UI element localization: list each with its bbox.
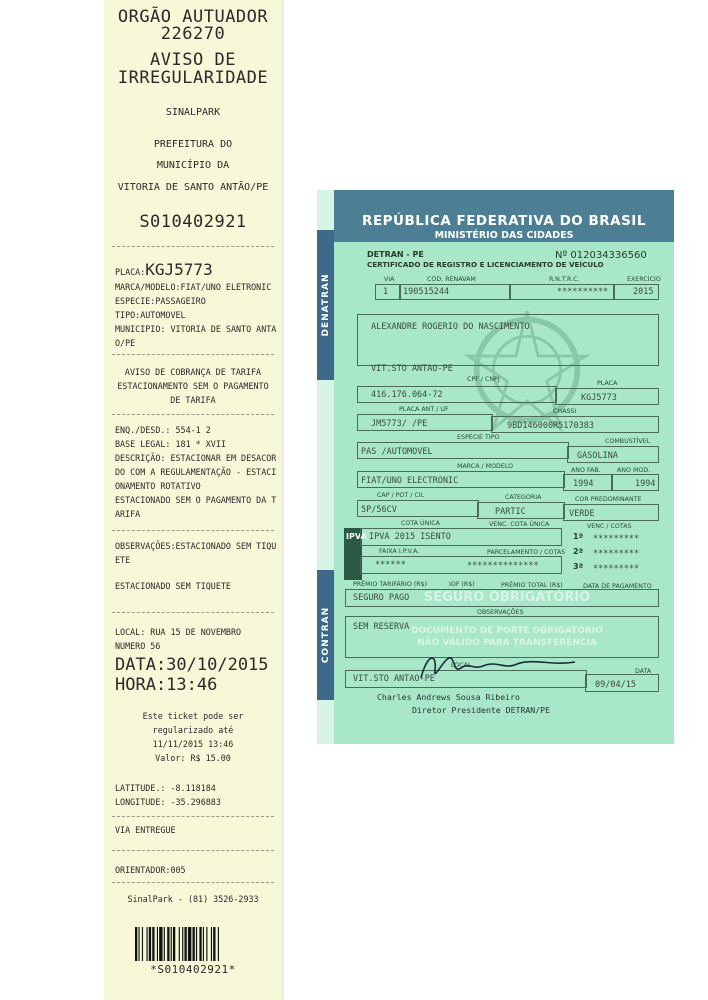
chassi-value: 9BD146000R5170383 — [507, 421, 594, 431]
amount: Valor: R$ 15.00 — [155, 753, 231, 763]
ticket-number: S010402921 — [139, 212, 247, 232]
renavam-label: CÓD. RENAVAM — [427, 276, 476, 283]
cap-label: CAP / POT / CIL — [377, 492, 425, 499]
description-line-1: DESCRIÇÃO: ESTACIONAR EM DESACOR — [115, 453, 277, 463]
plate-row: PLACA:KGJ5773 — [115, 260, 213, 279]
notice-subtitle: IRREGULARIDADE — [117, 68, 269, 88]
date-line: DATA:30/10/2015 — [115, 655, 269, 675]
certificate-number: Nº 012034336560 — [555, 250, 647, 261]
observacoes-value: SEM RESERVA — [353, 622, 410, 632]
prefecture-line-2: MUNICÍPIO DA — [156, 160, 230, 171]
cota-unica-value: IPVA 2015 ISENTO — [369, 532, 451, 542]
vehicle-registration-certificate — [317, 190, 674, 744]
latitude: LATITUDE.: -8.118184 — [115, 783, 216, 793]
ano-mod-label: ANO MOD. — [617, 467, 651, 474]
vehicle-type: TIPO:AUTOMOVEL — [115, 310, 186, 320]
placa-ant-label: PLACA ANT / UF — [399, 406, 449, 413]
regularize-line-2: regularizado até — [152, 725, 234, 735]
owner-name: ALEXANDRE ROGERIO DO NASCIMENTO — [371, 322, 530, 332]
certificate-title: CERTIFICADO DE REGISTRO E LICENCIAMENTO DE VEÍCULO — [367, 260, 604, 269]
parcelamento-label: PARCELAMENTO / COTAS — [487, 549, 566, 556]
parcelamento-value: ************** — [467, 561, 539, 571]
notice-title: AVISO DE — [150, 50, 236, 70]
placa-label: PLACA — [597, 380, 618, 387]
location-line-1: LOCAL: RUA 15 DE NOVEMBRO — [115, 627, 242, 637]
premio-value: SEGURO PAGO — [353, 593, 410, 603]
chassi-label: CHASSI — [553, 408, 577, 415]
placa-ant-value: JM5773/ /PE — [371, 419, 428, 429]
marca-value: FIAT/UNO ELECTRONIC — [361, 476, 459, 486]
rntrc-label: R.N.T.R.C. — [549, 276, 580, 283]
ano-mod-value: 1994 — [635, 479, 656, 489]
cor-label: COR PREDOMINANTE — [575, 496, 642, 503]
charge-notice-2: ESTACIONAMENTO SEM O PAGAMENTO — [117, 381, 269, 391]
premio-tarifario-label: PRÊMIO TARIFÁRIO (R$) — [353, 581, 428, 588]
contran-band: CONTRAN — [317, 570, 334, 700]
owner-address: VIT.STO ANTAO-PE — [371, 364, 453, 374]
enquadramento: ENQ./DESD.: 554-1 2 — [115, 425, 211, 435]
cpf-value: 416.176.064-72 — [371, 390, 443, 400]
longitude: LONGITUDE: -35.296883 — [115, 797, 221, 807]
exercicio-value: 2015 — [633, 287, 654, 297]
cota-ordinal-1: 1ª — [573, 532, 584, 541]
cpf-label: CPF / CNPJ — [467, 376, 500, 383]
iof-label: IOF (R$) — [449, 581, 475, 588]
categoria-label: CATEGORIA — [505, 494, 542, 501]
barcode — [134, 927, 252, 961]
denatran-band: DENATRAN — [317, 230, 334, 380]
data-pagamento-label: DATA DE PAGAMENTO — [583, 583, 652, 590]
legal-base: BASE LEGAL: 181 * XVII — [115, 439, 226, 449]
charge-notice-1: AVISO DE COBRANÇA DE TARIFA — [124, 367, 262, 377]
parking-ticket — [104, 0, 282, 1000]
plate-value: KGJ5773 — [145, 260, 213, 279]
regularize-line-1: Este ticket pode ser — [142, 711, 244, 721]
barcode-text: *S010402921* — [150, 963, 236, 976]
especie-value: PAS /AUTOMOVEL — [361, 447, 433, 457]
marca-label: MARCA / MODELO — [457, 463, 514, 470]
description-line-2: DO COM A REGULAMENTAÇÃO - ESTACI — [115, 467, 277, 477]
municipality-line-2: O/PE — [115, 338, 136, 348]
signer-title: Diretor Presidente DETRAN/PE — [412, 705, 551, 715]
detran-label: DETRAN - PE — [367, 250, 424, 259]
description-line-5: ARIFA — [115, 509, 141, 519]
species: ESPECIE:PASSAGEIRO — [115, 296, 206, 306]
time-line: HORA:13:46 — [115, 675, 218, 695]
combustivel-label: COMBUSTÍVEL — [605, 438, 651, 445]
make-model: MARCA/MODELO:FIAT/UNO ELETRONIC — [115, 282, 272, 292]
venc-1-value: ********* — [593, 534, 640, 544]
venc-cotas-label: VENC / COTAS — [587, 523, 632, 530]
data-value: 09/04/15 — [595, 680, 636, 690]
company-phone: SinalPark - (81) 3526-2933 — [127, 894, 259, 904]
org-title: ORGÃO AUTUADOR — [117, 7, 269, 27]
description-line-4: ESTACIONADO SEM O PAGAMENTO DA T — [115, 495, 277, 505]
venc-cota-label: VENC. COTA ÚNICA — [489, 521, 550, 528]
watermark-not-for-transfer: NÃO VÁLIDO PARA TRANSFERÊNCIA — [417, 638, 597, 648]
signature-icon — [413, 648, 583, 688]
signer-name: Charles Andrews Sousa Ribeiro — [377, 692, 520, 702]
observations-line-2: ETE — [115, 555, 131, 565]
categoria-value: PARTIC — [495, 507, 526, 517]
via-value: 1 — [383, 287, 389, 297]
description-line-3: ONAMENTO ROTATIVO — [115, 481, 201, 491]
ministry-title: MINISTÉRIO DAS CIDADES — [434, 230, 574, 241]
venc-3-value: ********* — [593, 564, 640, 574]
observacoes-label: OBSERVAÇÕES — [477, 609, 524, 616]
org-code: 226270 — [160, 24, 226, 44]
faixa-label: FAIXA I.P.V.A. — [379, 548, 420, 555]
republic-title: REPÚBLICA FEDERATIVA DO BRASIL — [362, 213, 646, 229]
renavam-value: 190515244 — [403, 287, 450, 297]
placa-value: KGJ5773 — [581, 393, 617, 403]
prefecture-line-3: VITORIA DE SANTO ANTÃO/PE — [117, 182, 269, 193]
document-header — [334, 190, 674, 242]
orientador: ORIENTADOR:005 — [115, 865, 186, 875]
local-label: LOCAL — [451, 662, 472, 669]
ano-fab-label: ANO FAB. — [571, 467, 601, 474]
venc-2-value: ********* — [593, 549, 640, 559]
rntrc-value: ********** — [557, 287, 609, 297]
cor-value: VERDE — [569, 509, 595, 519]
observations-line-1: OBSERVAÇÕES:ESTACIONADO SEM TIQU — [115, 541, 277, 551]
exercicio-label: EXERCÍCIO — [627, 276, 661, 283]
location-line-2: NUMERO 56 — [115, 641, 161, 651]
municipality-line-1: MUNICIPIO: VITORIA DE SANTO ANTA — [115, 324, 277, 334]
via-label: VIA — [384, 276, 395, 283]
cota-ordinal-2: 2ª — [573, 547, 584, 556]
combustivel-value: GASOLINA — [577, 451, 618, 461]
premio-total-label: PRÊMIO TOTAL (R$) — [501, 582, 563, 589]
prefecture-line-1: PREFEITURA DO — [153, 139, 233, 150]
charge-notice-3: DE TARIFA — [170, 395, 216, 405]
copy-delivered: VIA ENTREGUE — [115, 825, 176, 835]
cap-value: 5P/56CV — [361, 505, 397, 515]
watermark-mandatory-document: DOCUMENTO DE PORTE OBRIGATÓRIO — [411, 626, 603, 636]
cota-unica-label: COTA ÚNICA — [401, 520, 440, 527]
data-label: DATA — [635, 668, 652, 675]
regularize-date: 11/11/2015 13:46 — [152, 739, 234, 749]
cota-ordinal-3: 3ª — [573, 562, 584, 571]
watermark-mandatory-insurance: SEGURO OBRIGATÓRIO — [423, 590, 591, 605]
local-value: VIT.STO ANTAO-PE — [353, 674, 435, 684]
faixa-value: ****** — [375, 560, 406, 570]
observations-line-3: ESTACIONADO SEM TIQUETE — [115, 581, 231, 591]
ipva-label: IPVA — [346, 532, 367, 541]
company-name: SINALPARK — [165, 107, 221, 118]
especie-label: ESPÉCIE TIPO — [457, 434, 500, 441]
ano-fab-value: 1994 — [573, 479, 594, 489]
